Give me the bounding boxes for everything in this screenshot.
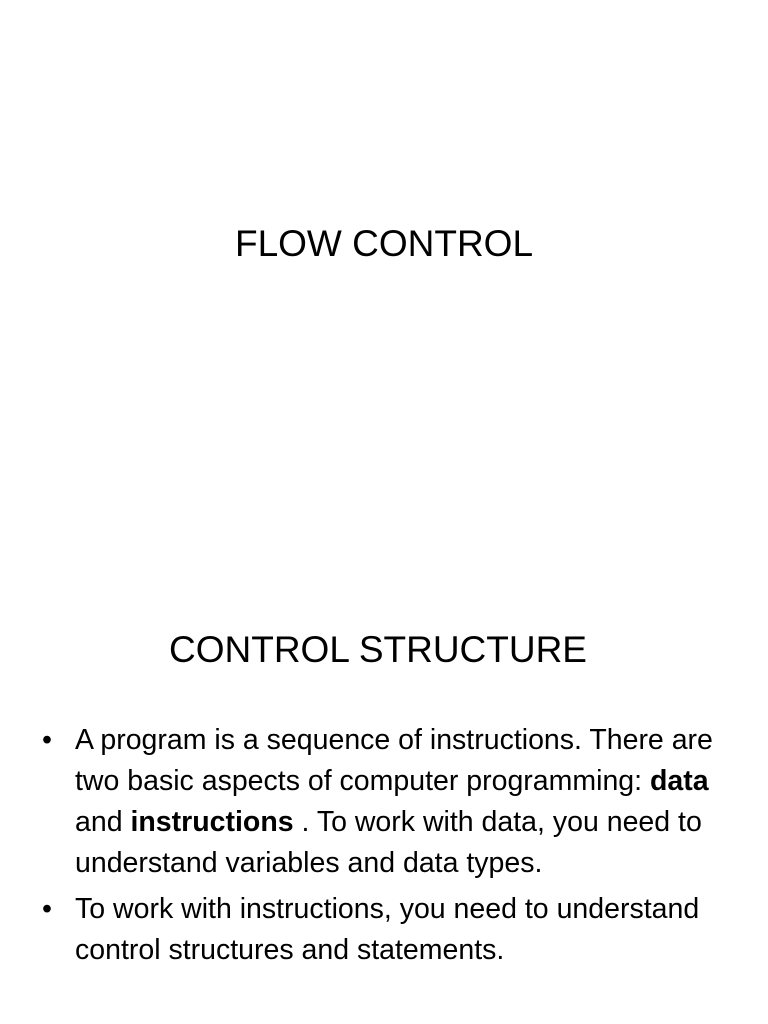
slide-title: FLOW CONTROL xyxy=(234,223,534,264)
bullet-icon: • xyxy=(42,724,52,756)
slide-title: CONTROL STRUCTURE xyxy=(169,629,587,670)
bullet-list xyxy=(42,720,742,976)
bullet-text: and xyxy=(75,806,131,838)
bullet-icon: • xyxy=(42,893,52,925)
bullet-text: . To work with data, you need to understand variables and data types. xyxy=(75,806,702,879)
slide-control-structure xyxy=(0,576,768,1024)
bullet-text: To work with instructions, you need to understand control structures and statements. xyxy=(75,893,700,966)
bold-term-data: data xyxy=(650,765,709,797)
bullet-item xyxy=(42,889,742,971)
bullet-item xyxy=(42,720,742,884)
bullet-text: A program is a sequence of instructions. There are two basic aspects of computer programming: xyxy=(75,724,713,797)
bold-term-instructions: instructions xyxy=(130,806,294,838)
